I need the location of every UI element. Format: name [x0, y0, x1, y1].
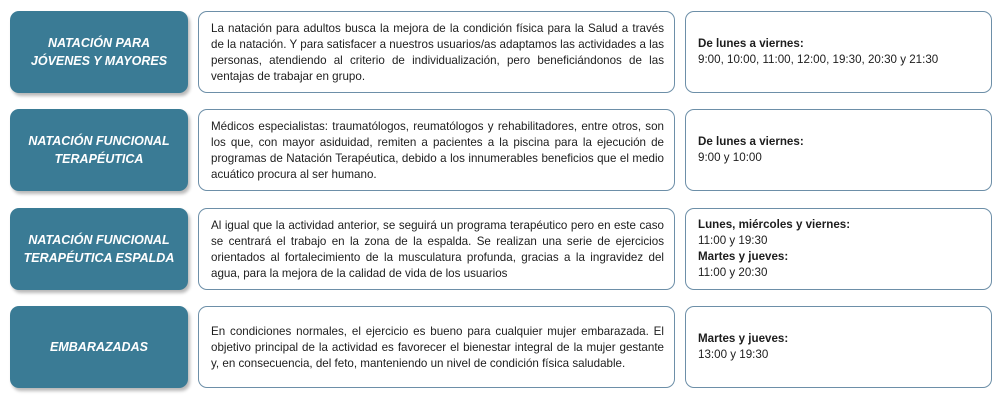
- activity-description: [198, 306, 675, 388]
- activity-description-text: La natación para adultos busca la mejora de la condición física para la Salud a través de la natación. Y para satisfacer a nuestros usuarios/as adaptamos las actividades a las personas, atendiendo al criterio de individualización, pero beneficiándonos de las ventajas de trabajar en grupo.: [211, 21, 664, 83]
- schedule-days: Martes y jueves:: [698, 332, 789, 345]
- activity-schedule: [685, 208, 992, 290]
- activity-description-text: En condiciones normales, el ejercicio es bueno para cualquier mujer embarazada. El objetivo principal de la actividad es favorecer el bienestar integral de la mujer gestante y, en consecuencia, del feto, manteniendo un nivel de condición física saludable.: [211, 324, 664, 370]
- activity-title: EMBARAZADAS: [10, 306, 188, 388]
- activity-schedule: [685, 306, 992, 388]
- activity-title: NATACIÓN FUNCIONAL TERAPÉUTICA ESPALDA: [10, 208, 188, 290]
- schedule-days: De lunes a viernes:: [698, 37, 804, 50]
- activity-title: NATACIÓN FUNCIONAL TERAPÉUTICA: [10, 109, 188, 191]
- activity-title: NATACIÓN PARA JÓVENES Y MAYORES: [10, 11, 188, 93]
- schedule-hours: 11:00 y 20:30: [698, 266, 768, 279]
- activity-description: [198, 208, 675, 290]
- activity-description: [198, 11, 675, 93]
- schedule-hours: 9:00 y 10:00: [698, 151, 762, 164]
- activity-description-text: Médicos especialistas: traumatólogos, reumatólogos y rehabilitadores, entre otros, son los que, con mayor asiduidad, remiten a pacientes a la piscina para la ejecución de programas de Natación Terapéutica, debido a los innumerables beneficios que el medio acuático procura al ser humano.: [211, 119, 664, 181]
- schedule-days: Martes y jueves:: [698, 250, 789, 263]
- schedule-hours: 9:00, 10:00, 11:00, 12:00, 19:30, 20:30 y 21:30: [698, 53, 939, 66]
- schedule-days: Lunes, miércoles y viernes:: [698, 218, 851, 231]
- schedule-hours: 11:00 y 19:30: [698, 234, 768, 247]
- schedule-hours: 13:00 y 19:30: [698, 348, 769, 361]
- activity-description-text: Al igual que la actividad anterior, se seguirá un programa terapéutico pero en este caso se centrará el trabajo en la zona de la espalda. Se realizan una serie de ejercicios orientados al fortalecimiento de la musculatura profunda, gracias a la ingravidez del agua, para la mejora de la calidad de vida de los usuarios: [211, 218, 664, 280]
- activity-schedule: [685, 11, 992, 93]
- activity-schedule: [685, 109, 992, 191]
- activity-description: [198, 109, 675, 191]
- schedule-days: De lunes a viernes:: [698, 135, 804, 148]
